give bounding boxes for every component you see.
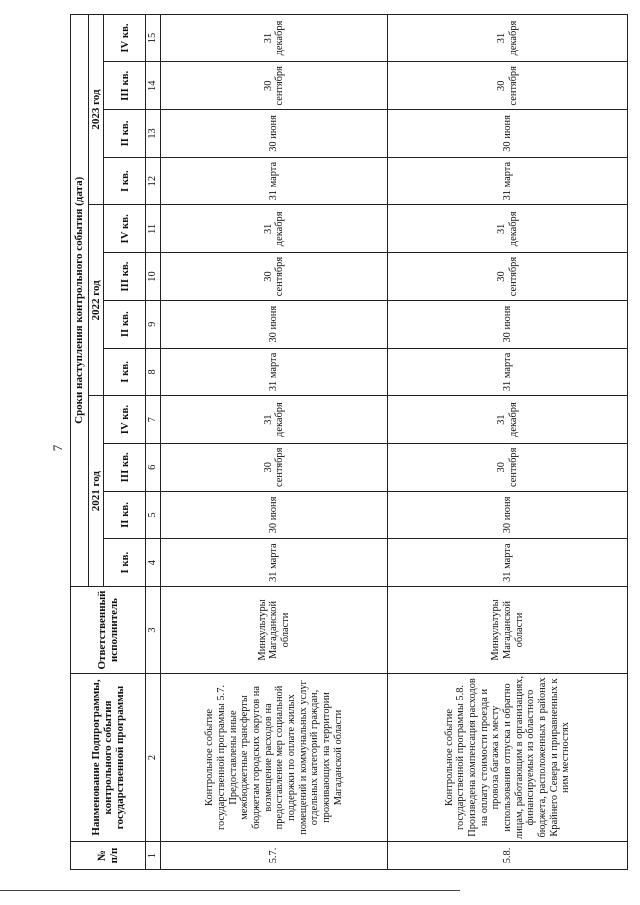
- header-quarter: I кв.: [104, 539, 146, 587]
- event-date: 31 декабря: [388, 14, 628, 62]
- column-number: 4: [146, 539, 161, 587]
- event-date: 31 декабря: [161, 205, 388, 253]
- header-year-2021: 2021 год: [89, 396, 104, 587]
- event-date: 31 декабря: [161, 396, 388, 444]
- column-number: 11: [146, 205, 161, 253]
- event-executor: Минкультуры Магаданской области: [161, 587, 388, 674]
- header-quarter: II кв.: [104, 110, 146, 158]
- event-date: 30 июня: [161, 491, 388, 539]
- header-name: Наименование Подпрограммы, контрольного события государственной программы: [71, 674, 146, 842]
- column-number: 5: [146, 491, 161, 539]
- bottom-divider: [0, 890, 460, 891]
- event-date: 30 июня: [388, 110, 628, 158]
- event-date: 31 марта: [388, 539, 628, 587]
- header-quarter: IV кв.: [104, 205, 146, 253]
- header-year-2022: 2022 год: [89, 205, 104, 396]
- column-number: 3: [146, 587, 161, 674]
- column-number: 1: [146, 842, 161, 870]
- rotated-table-wrapper: [70, 15, 623, 870]
- event-date: 30 июня: [161, 300, 388, 348]
- column-number: 14: [146, 62, 161, 110]
- event-date: 31 марта: [161, 539, 388, 587]
- column-number: 13: [146, 110, 161, 158]
- table-row: [388, 14, 628, 869]
- event-date: 31 марта: [388, 157, 628, 205]
- row-number: 5.8.: [388, 842, 628, 870]
- header-quarter: III кв.: [104, 253, 146, 301]
- event-date: 30 сентября: [388, 443, 628, 491]
- event-date: 30 сентября: [161, 253, 388, 301]
- column-number: 6: [146, 443, 161, 491]
- table-row: [161, 14, 388, 869]
- column-number: 2: [146, 674, 161, 842]
- event-date: 30 июня: [161, 110, 388, 158]
- event-date: 31 декабря: [161, 14, 388, 62]
- event-date: 30 июня: [388, 300, 628, 348]
- event-date: 30 сентября: [388, 62, 628, 110]
- event-executor: Минкультуры Магаданской области: [388, 587, 628, 674]
- column-number: 10: [146, 253, 161, 301]
- event-date: 30 июня: [388, 491, 628, 539]
- event-date: 30 сентября: [161, 443, 388, 491]
- column-number-row: [146, 14, 161, 869]
- header-year-2023: 2023 год: [89, 14, 104, 205]
- header-dates-group: Сроки наступления контрольного события (дата): [71, 14, 89, 586]
- column-number: 8: [146, 348, 161, 396]
- control-events-table: [70, 14, 628, 870]
- column-number: 12: [146, 157, 161, 205]
- event-date: 31 декабря: [388, 205, 628, 253]
- header-quarter: II кв.: [104, 300, 146, 348]
- event-date: 31 марта: [388, 348, 628, 396]
- event-date: 31 марта: [161, 348, 388, 396]
- header-quarter: IV кв.: [104, 14, 146, 62]
- event-name: Контрольное событие государственной программы 5.7. Предоставлены иные межбюджетные трансферты бюджетам городских округов на возмещение расходов на предоставление мер социальной поддержки по оплате жилых помещений и коммунальных услуг отдельных категорий граждан, проживающих на территории Магаданской области: [161, 674, 388, 842]
- header-num: № п/п: [71, 842, 146, 870]
- column-number: 15: [146, 14, 161, 62]
- row-number: 5.7.: [161, 842, 388, 870]
- column-number: 7: [146, 396, 161, 444]
- event-date: 31 декабря: [388, 396, 628, 444]
- header-quarter: IV кв.: [104, 396, 146, 444]
- event-name: Контрольное событие государственной программы 5.8. Произведена компенсация расходов на оплату стоимости проезда и провоза багажа к месту использования отпуска и обратно лицам, работающим в организациях, финансируемых из областного бюджета, расположенных в районах Крайнего Севера и приравненных к ним местностях: [388, 674, 628, 842]
- header-quarter: III кв.: [104, 62, 146, 110]
- event-date: 31 марта: [161, 157, 388, 205]
- event-date: 30 сентября: [388, 253, 628, 301]
- header-quarter: I кв.: [104, 157, 146, 205]
- header-quarter: III кв.: [104, 443, 146, 491]
- header-row-1: [71, 14, 89, 869]
- header-quarter: II кв.: [104, 491, 146, 539]
- header-executor: Ответственный исполнитель: [71, 587, 146, 674]
- header-quarter: I кв.: [104, 348, 146, 396]
- column-number: 9: [146, 300, 161, 348]
- page-number: 7: [50, 444, 65, 452]
- event-date: 30 сентября: [161, 62, 388, 110]
